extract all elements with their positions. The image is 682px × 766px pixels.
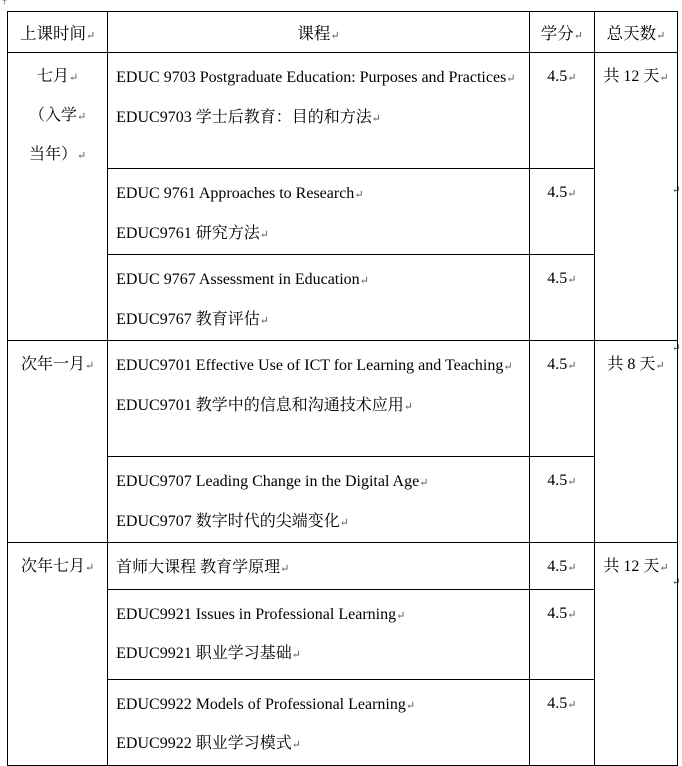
term-cell <box>8 543 108 766</box>
course-name-en: EDUC9707 Leading Change in the Digital Age↵ <box>116 473 429 490</box>
term-cell <box>8 53 108 341</box>
course-name-en: EDUC 9703 Postgraduate Education: Purposes and Practices↵ <box>116 69 516 86</box>
course-row <box>8 457 678 543</box>
course-name-cn: EDUC9701 教学中的信息和沟通技术应用↵ <box>116 396 413 414</box>
total-days-cell: 共 8 天↵ <box>594 341 677 543</box>
total-days-cell: 共 12 天↵ <box>594 53 677 341</box>
credit-cell: 4.5↵ <box>529 255 594 341</box>
term-label: 当年）↵ <box>28 146 87 163</box>
course-name-en: EDUC 9761 Approaches to Research↵ <box>116 185 364 202</box>
credit-cell: 4.5↵ <box>529 679 594 765</box>
course-cell <box>108 53 530 169</box>
row-end-mark: ↵ <box>672 185 681 196</box>
credit-cell: 4.5↵ <box>529 457 594 543</box>
course-cell <box>108 255 530 341</box>
total-days-cell: 共 12 天↵ <box>594 543 677 766</box>
course-row <box>8 255 678 341</box>
course-name-cn: EDUC9922 职业学习模式↵ <box>116 735 301 752</box>
credit-cell: 4.5↵ <box>529 169 594 255</box>
course-name-en: EDUC9921 Issues in Professional Learning↵ <box>116 605 406 623</box>
credit-cell: 4.5↵ <box>529 589 594 679</box>
term-label: 次年一月↵ <box>20 356 95 373</box>
course-schedule-table <box>7 11 681 766</box>
header-course: 课程↵ <box>108 12 530 53</box>
term-label: 次年七月↵ <box>20 558 95 575</box>
credit-cell: 4.5↵ <box>529 53 594 169</box>
course-name-cn: EDUC9921 职业学习基础↵ <box>116 645 301 662</box>
course-name-en: EDUC9922 Models of Professional Learning↵ <box>116 695 416 713</box>
course-name-en: EDUC9701 Effective Use of ICT for Learning and Teaching↵ <box>116 357 513 374</box>
course-row <box>8 589 678 679</box>
credit-cell: 4.5↵ <box>529 543 594 590</box>
term-label: （入学↵ <box>28 107 87 124</box>
course-name-cn: EDUC9761 研究方法↵ <box>116 224 269 242</box>
header-days: 总天数↵ <box>594 12 677 53</box>
term-label: 七月↵ <box>36 68 79 85</box>
term-cell <box>8 341 108 543</box>
course-row <box>8 679 678 765</box>
row-end-mark: ↵ <box>672 343 681 354</box>
course-cell <box>108 679 530 765</box>
course-row <box>8 53 678 169</box>
course-name-cn: 首师大课程 教育学原理↵ <box>116 559 290 576</box>
course-name-cn: EDUC9703 学士后教育：目的和方法↵ <box>116 108 381 126</box>
course-cell <box>108 341 530 457</box>
credit-cell: 4.5↵ <box>529 341 594 457</box>
course-row <box>8 543 678 590</box>
header-credit: 学分↵ <box>529 12 594 53</box>
course-row <box>8 341 678 457</box>
corner-anchor-mark: ⸆ <box>2 0 7 10</box>
course-cell <box>108 543 530 590</box>
course-cell <box>108 589 530 679</box>
course-cell <box>108 169 530 255</box>
course-row <box>8 169 678 255</box>
header-time: 上课时间↵ <box>8 12 108 53</box>
course-name-cn: EDUC9767 教育评估↵ <box>116 310 269 328</box>
row-end-mark: ↵ <box>672 577 681 588</box>
course-name-en: EDUC 9767 Assessment in Education↵ <box>116 271 369 288</box>
course-cell <box>108 457 530 543</box>
header-row <box>8 12 678 53</box>
course-name-cn: EDUC9707 数字时代的尖端变化↵ <box>116 512 349 530</box>
